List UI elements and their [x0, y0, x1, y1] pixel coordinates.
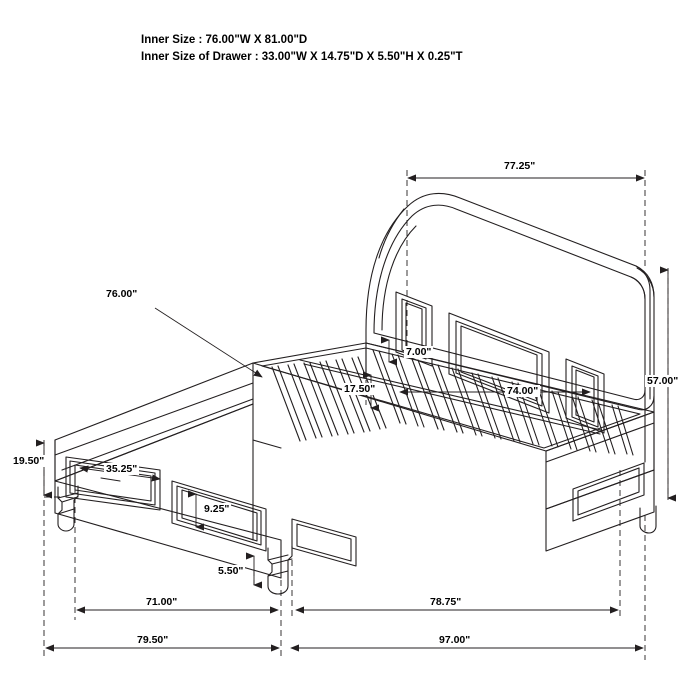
- dim-57-00: 57.00": [647, 375, 679, 387]
- dim-74-00: 74.00": [507, 385, 539, 397]
- header-inner-size-drawer: Inner Size of Drawer : 33.00"W X 14.75"D X 5.50"H X 0.25"T: [141, 51, 463, 63]
- dim-9-25: 9.25": [204, 503, 230, 515]
- dim-19-50: 19.50": [13, 455, 45, 467]
- dim-77-25: 77.25": [504, 160, 536, 172]
- header-inner-size: Inner Size : 76.00"W X 81.00"D: [141, 34, 308, 46]
- dim-7-00: 7.00": [406, 346, 432, 358]
- dim-5-50: 5.50": [218, 565, 244, 577]
- dim-78-75: 78.75": [430, 596, 462, 608]
- dim-97-00: 97.00": [439, 634, 471, 646]
- dim-71-00: 71.00": [146, 596, 178, 608]
- dim-17-50: 17.50": [344, 383, 376, 395]
- dim-79-50: 79.50": [137, 634, 169, 646]
- dim-76-00: 76.00": [106, 288, 138, 300]
- dim-35-25: 35.25": [106, 463, 138, 475]
